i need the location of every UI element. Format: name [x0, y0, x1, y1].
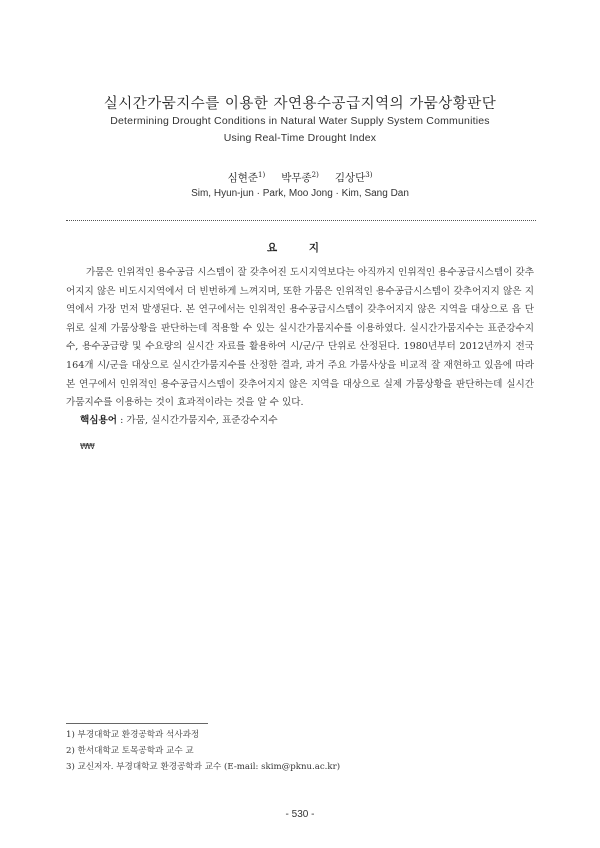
keywords-text: 가뭄, 실시간가뭄지수, 표준강수지수 — [126, 415, 278, 426]
section-divider — [66, 220, 536, 221]
paper-title-english — [0, 113, 600, 147]
author-3-name: 김상단 — [334, 172, 366, 184]
footnote-divider — [66, 723, 208, 724]
keywords — [80, 412, 278, 426]
paper-title-english-line1: Determining Drought Conditions in Natural Water Supply System Communities — [110, 115, 490, 127]
author-1-name: 심현준 — [227, 172, 258, 184]
section-marker: ₩₩ — [80, 442, 94, 451]
footnote-3: 3) 교신저자. 부경대학교 환경공학과 교수 (E-mail: skim@pknu.ac.kr) — [66, 762, 341, 772]
footnote-1: 1) 부경대학교 환경공학과 석사과정 — [66, 730, 200, 740]
author-2-name: 박무종 — [281, 172, 312, 184]
keywords-separator: : — [117, 415, 127, 426]
abstract-body: 가뭄은 인위적인 용수공급 시스템이 잘 갖추어진 도시지역보다는 아직까지 인위적인 용수공급시스템이 갖추어지지 않은 비도시지역에서 더 빈번하게 느껴지며, 또한 가뭄은 인위적인 용수공급시스템이 갖추어지지 않은 지역에서 가장 먼저 발생된다. 본 연구에서는 인위적인 용수공급시스템이 갖추어지지 않은 지역을 대상으로 읍 단위로 실제 가뭄상황을 판단하는데 적용할 수 있는 실시간가뭄지수를 이용하였다. 실시간가뭄지수는 표준강수지수, 용수공급량 및 수요량의 실시간 자료를 활용하여 시/군/구 단위로 산정된다. 1980년부터 2012년까지 전국 164개 시/군을 대상으로 실시간가뭄지수를 산정한 결과, 과거 주요 가뭄사상을 비교적 잘 재현하고 있음에 따라 본 연구에서 인위적인 용수공급시스템이 갖추어지지 않은 지역을 대상으로 실제 가뭄상황을 판단하는데 실시간가뭄지수를 이용하는 것이 효과적이라는 것을 알 수 있다. — [66, 267, 534, 409]
authors-korean — [0, 170, 600, 185]
paper-title-english-line2: Using Real-Time Drought Index — [223, 132, 377, 144]
abstract-heading: 요 지 — [267, 242, 333, 254]
footnote-2: 2) 한서대학교 토목공학과 교수 교 — [66, 746, 194, 756]
authors-english: Sim, Hyun-jun · Park, Moo Jong · Kim, Sang Dan — [191, 188, 409, 199]
paper-title-korean: 실시간가뭄지수를 이용한 자연용수공급지역의 가뭄상황판단 — [103, 96, 497, 112]
footnotes — [66, 727, 536, 775]
author-1-mark: 1) — [258, 171, 266, 179]
author-3-mark: 3) — [365, 171, 373, 179]
page-number: - 530 - — [285, 809, 315, 820]
author-2-mark: 2) — [311, 171, 319, 179]
keywords-label: 핵심용어 — [80, 415, 118, 426]
